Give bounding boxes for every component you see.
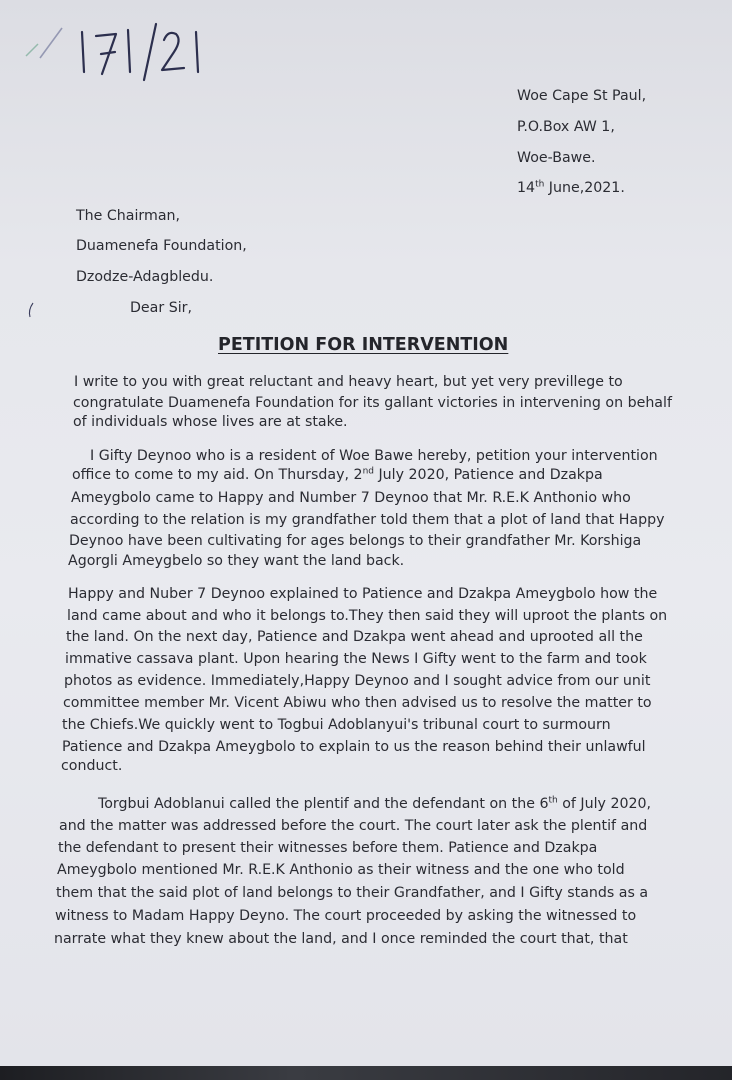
- subject-heading: PETITION FOR INTERVENTION: [218, 335, 509, 355]
- body-line: them that the said plot of land belongs to their Grandfather, and I Gifty stands as a: [56, 885, 649, 901]
- ordinal-suffix: th: [548, 795, 558, 806]
- body-segment: of July 2020,: [557, 796, 652, 812]
- body-line: congratulate Duamenefa Foundation for its gallant victories in intervening on behalf: [73, 395, 672, 411]
- sender-street: Woe Cape St Paul,: [517, 88, 647, 104]
- body-line: Agorgli Ameygbelo so they want the land back.: [68, 553, 405, 569]
- body-line: Happy and Nuber 7 Deynoo explained to Patience and Dzakpa Ameygbolo how the: [68, 586, 658, 602]
- body-line: I Gifty Deynoo who is a resident of Woe Bawe hereby, petition your intervention: [90, 448, 658, 464]
- body-line: land came about and who it belongs to.They then said they will uproot the plants on: [67, 608, 668, 624]
- body-line: I write to you with great reluctant and heavy heart, but yet very previllege to: [74, 374, 623, 390]
- body-line: the Chiefs.We quickly went to Togbui Adoblanyui's tribunal court to surmourn: [62, 717, 611, 733]
- sender-po-box: P.O.Box AW 1,: [517, 119, 615, 135]
- margin-bracket-mark: [27, 302, 35, 318]
- date-rest: June,2021.: [544, 180, 625, 196]
- recipient-place: Dzodze-Adagbledu.: [76, 269, 214, 285]
- body-segment: office to come to my aid. On Thursday, 2: [72, 467, 363, 483]
- date-ordinal: th: [535, 179, 545, 190]
- handwritten-reference-number: [16, 18, 206, 82]
- body-line: witness to Madam Happy Deyno. The court proceeded by asking the witnessed to: [55, 908, 637, 924]
- letter-date: [517, 179, 625, 197]
- body-line: Ameygbolo mentioned Mr. R.E.K Anthonio as their witness and the one who told: [57, 862, 625, 878]
- body-line: immative cassava plant. Upon hearing the News I Gifty went to the farm and took: [65, 651, 647, 667]
- ordinal-suffix: nd: [362, 466, 374, 477]
- date-day: 14: [517, 180, 536, 196]
- salutation: Dear Sir,: [130, 300, 192, 316]
- recipient-title: The Chairman,: [76, 208, 181, 224]
- body-line: photos as evidence. Immediately,Happy Deynoo and I sought advice from our unit: [64, 673, 651, 689]
- body-line: [72, 466, 603, 484]
- body-line: Deynoo have been cultivating for ages belongs to their grandfather Mr. Korshiga: [69, 533, 642, 549]
- body-segment: July 2020, Patience and Dzakpa: [373, 467, 603, 483]
- recipient-org: Duamenefa Foundation,: [76, 238, 247, 254]
- photo-bottom-edge: [0, 1066, 732, 1080]
- body-line: committee member Mr. Vicent Abiwu who then advised us to resolve the matter to: [63, 695, 652, 711]
- body-line: and the matter was addressed before the court. The court later ask the plentif and: [59, 818, 648, 834]
- body-line: of individuals whose lives are at stake.: [73, 414, 348, 430]
- body-line: Patience and Dzakpa Ameygbolo to explain to us the reason behind their unlawful: [62, 739, 646, 755]
- body-line: according to the relation is my grandfather told them that a plot of land that Happy: [70, 512, 665, 528]
- body-line: [98, 795, 651, 813]
- body-segment: Torgbui Adoblanui called the plentif and the defendant on the 6: [98, 796, 549, 812]
- body-line: the defendant to present their witnesses before them. Patience and Dzakpa: [58, 840, 598, 856]
- body-line: narrate what they knew about the land, and I once reminded the court that, that: [54, 931, 628, 947]
- body-line: conduct.: [61, 758, 123, 774]
- sender-town: Woe-Bawe.: [517, 150, 596, 166]
- body-line: Ameygbolo came to Happy and Number 7 Deynoo that Mr. R.E.K Anthonio who: [71, 490, 631, 506]
- body-line: the land. On the next day, Patience and Dzakpa went ahead and uprooted all the: [66, 629, 643, 645]
